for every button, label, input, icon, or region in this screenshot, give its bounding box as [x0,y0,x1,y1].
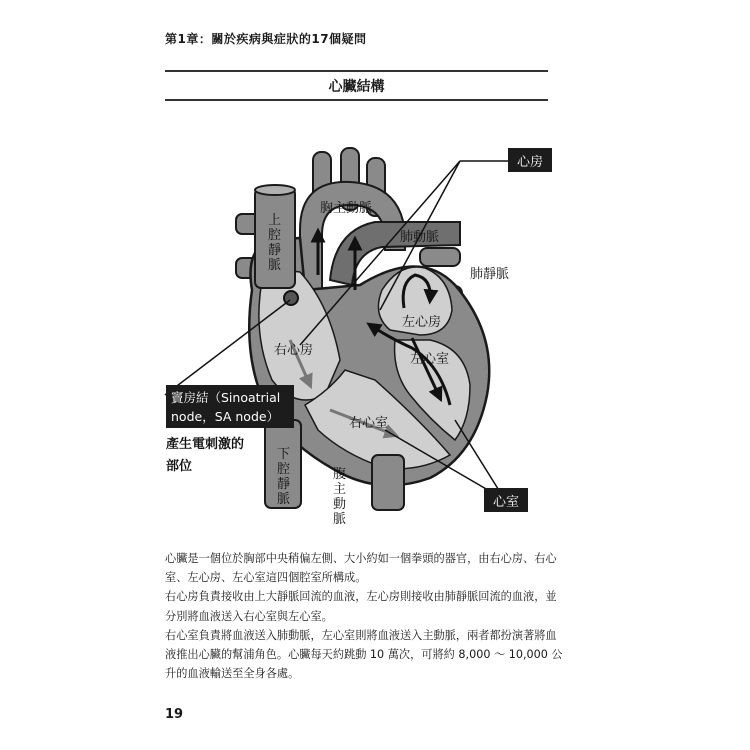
svg-text:主: 主 [333,482,347,497]
svg-text:腹: 腹 [333,467,347,482]
paragraph-2: 右心房負責接收由上大靜脈回流的血液，左心房則接收由肺靜脈回流的血液，並分別將血液送入右心室與左心室。 [165,590,557,623]
svg-text:心房: 心房 [516,155,544,170]
label-sa-desc-line2: 部位 [166,459,193,474]
svg-text:上: 上 [268,213,282,228]
paragraph-1: 心臟是一個位於胸部中央稍偏左側、大小約如一個拳頭的器官，由右心房、右心室、左心房、左心室這四個腔室所構成。 [165,552,557,585]
ventricle-label-box [484,488,528,512]
svg-text:竇房結（Sinoatrial: 竇房結（Sinoatrial [171,390,281,405]
label-pulmonary-vein: 肺靜脈 [470,267,510,282]
svg-text:下: 下 [277,447,291,462]
svg-text:腔: 腔 [277,462,291,477]
title-rule-bottom [165,99,548,101]
page-number: 19 [165,707,184,722]
svg-text:心室: 心室 [492,495,520,510]
svg-text:脈: 脈 [277,492,291,507]
section-title: 心臟結構 [328,79,385,95]
atrium-label-box [508,148,552,172]
svg-text:動: 動 [333,497,347,512]
svg-text:腔: 腔 [268,228,282,243]
label-pulmonary-artery: 肺動脈 [400,230,440,245]
svg-text:node，SA node）: node，SA node） [171,409,280,424]
heart-diagram [150,140,570,540]
paragraph-3: 右心室負責將血液送入肺動脈，左心室則將血液送入主動脈，兩者都扮演著將血液推出心臟的幫浦角色。心臟每天約跳動 10 萬次，可將約 8,000 ～ 10,000 公升的血液輸送至全身各處。 [165,628,563,681]
label-sa-desc-line1: 產生電刺激的 [166,437,245,452]
svg-text:脈: 脈 [268,258,282,273]
label-right-ventricle: 右心室 [349,416,389,431]
body-text [165,549,565,683]
label-inferior-vena-cava [277,447,290,507]
label-aorta: 胸主動脈 [320,201,373,216]
abdominal-aorta [372,455,404,510]
label-superior-vena-cava [268,213,281,273]
label-abdominal-aorta [333,467,346,527]
title-rule-top [165,70,548,72]
svg-text:脈: 脈 [333,512,347,527]
label-left-ventricle: 左心室 [410,352,450,367]
sa-node-label-box [166,385,294,428]
label-right-atrium: 右心房 [274,343,314,358]
chapter-heading: 第1章：關於疾病與症狀的17個疑問 [165,32,367,46]
svg-text:靜: 靜 [277,477,291,492]
svg-text:靜: 靜 [268,243,282,258]
label-left-atrium: 左心房 [402,315,442,330]
